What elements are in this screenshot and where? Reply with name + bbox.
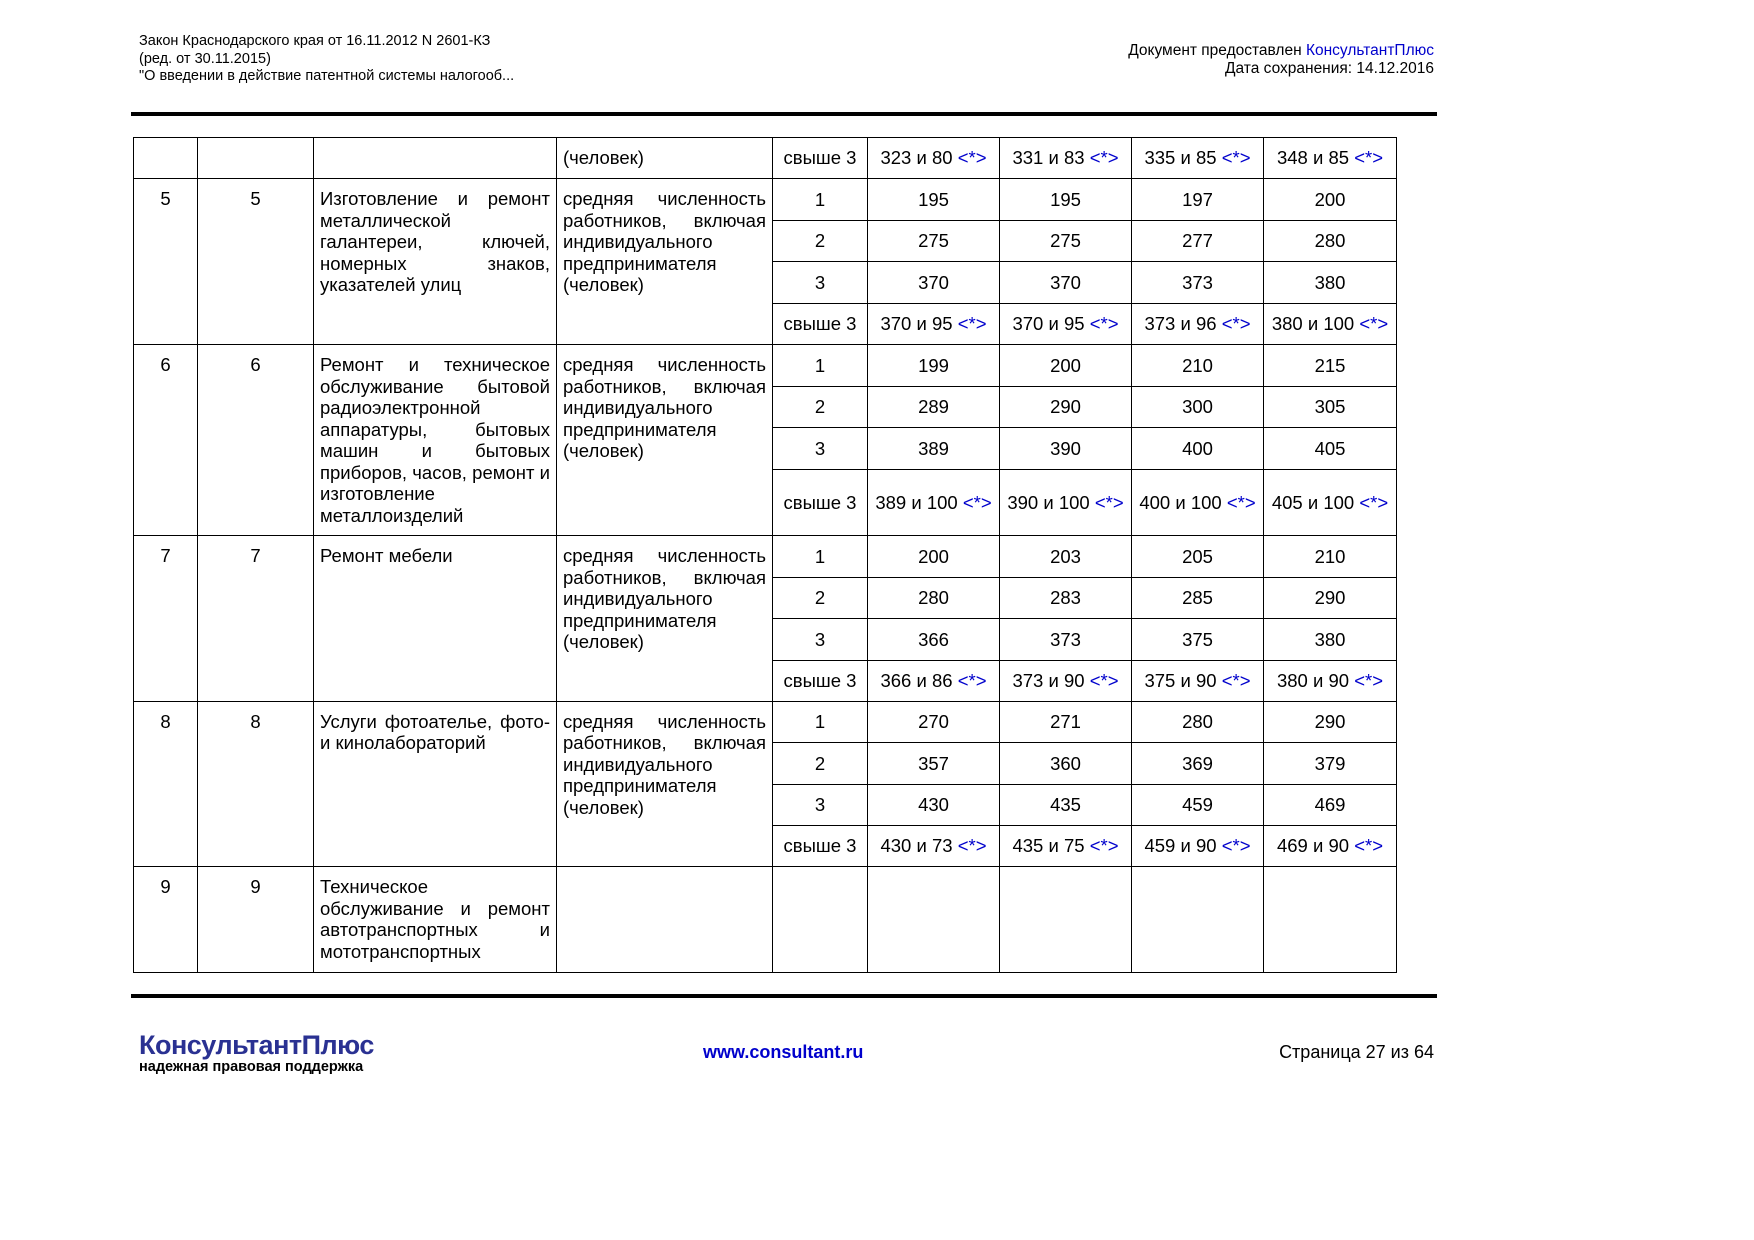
value-cell [868,345,1000,387]
value-cell [1264,386,1397,428]
value-cell [1132,345,1264,387]
value-cell [1000,701,1132,743]
value-cell [1264,469,1397,536]
value-text: 389 и 100 [875,491,958,513]
value-cell [1132,577,1264,619]
header-divider [131,112,1437,116]
value-cell [1264,660,1397,701]
value-text: 290 [1314,711,1346,732]
value-cell [1132,428,1264,470]
value-cell [1132,701,1264,743]
row-number: 9 [134,867,198,973]
value-cell [1000,867,1132,973]
value-text: 195 [918,188,949,210]
value-text: 305 [1314,396,1346,417]
activity-name: Техническое обслуживание и ремонт автотранспортных и мототранспортных [314,867,557,973]
table-row [134,701,1397,743]
value-cell [868,784,1000,826]
provider-link[interactable]: КонсультантПлюс [1305,42,1434,59]
row-number: 9 [198,867,314,973]
activity-name: Изготовление и ремонт металлической галантереи, ключей, номерных знаков, указателей улиц [314,179,557,345]
edition: (ред. от 30.11.2015) [139,50,271,67]
value-text: 290 [1314,587,1346,608]
value-text: 390 [1050,437,1081,459]
value-text: 435 и 75 [1012,835,1085,857]
count-cell: свыше 3 [773,469,868,536]
value-text: 375 и 90 [1144,669,1217,691]
count-cell: 3 [773,428,868,470]
value-text: 369 [1182,752,1213,774]
unit-cell [557,867,773,973]
value-cell [868,386,1000,428]
value-cell [1132,743,1264,785]
value-cell [868,743,1000,785]
value-cell [1000,262,1132,304]
consultant-logo [139,1030,374,1075]
value-cell [1000,619,1132,661]
value-text: 373 и 96 [1144,313,1217,334]
value-text: 405 [1314,437,1346,459]
value-cell [1264,743,1397,785]
count-cell: 2 [773,386,868,428]
value-cell [868,220,1000,262]
footnote-link[interactable]: <*> [1221,669,1251,691]
value-text: 400 и 100 [1139,491,1222,513]
value-text: 289 [918,396,949,417]
value-text: 360 [1050,752,1081,774]
value-text: 195 [1050,188,1081,210]
footnote-link[interactable]: <*> [1089,669,1119,691]
value-cell [1000,303,1132,345]
value-cell [1264,577,1397,619]
value-text: 430 [918,794,949,815]
value-text: 430 и 73 [880,835,953,857]
value-text: 380 [1314,628,1346,650]
num-cell [134,138,198,179]
value-cell [868,826,1000,867]
value-cell [868,619,1000,661]
value-cell [1264,867,1397,973]
value-cell [1264,345,1397,387]
count-cell: свыше 3 [773,303,868,345]
value-cell [1132,303,1264,345]
value-cell [1132,179,1264,221]
value-text: 380 и 90 [1276,669,1350,691]
value-cell [868,303,1000,345]
count-cell: 3 [773,262,868,304]
value-text: 375 [1182,628,1213,650]
value-text: 390 и 100 [1007,491,1090,513]
unit-cell: средняя численность работников, включая индивидуального предпринимателя (человек) [557,701,773,867]
footnote-link[interactable]: <*> [1354,835,1383,857]
value-cell [1132,138,1264,179]
footnote-link[interactable]: <*> [1221,313,1251,334]
value-text: 335 и 85 [1144,147,1217,169]
value-cell [1264,138,1397,179]
value-cell [1000,345,1132,387]
count-cell: 1 [773,179,868,221]
unit-cell: (человек) [557,138,773,179]
value-text: 275 [918,230,949,251]
footnote-link[interactable]: <*> [1226,491,1256,513]
value-cell [1000,577,1132,619]
table-row [134,536,1397,578]
value-text: 275 [1050,230,1081,251]
activity-name: Ремонт мебели [314,536,557,702]
value-text: 400 [1182,437,1213,459]
value-cell [1264,536,1397,578]
value-cell [868,867,1000,973]
unit-cell: средняя численность работников, включая индивидуального предпринимателя (человек) [557,345,773,536]
value-cell [1000,386,1132,428]
provided-by: Документ предоставлен [1128,42,1302,59]
count-cell: свыше 3 [773,660,868,701]
value-cell [773,867,868,973]
table-row [134,138,1397,179]
value-text: 215 [1314,354,1346,376]
count-cell: 3 [773,784,868,826]
value-text: 283 [1050,587,1081,608]
value-cell [1132,619,1264,661]
value-cell [1264,619,1397,661]
value-text: 210 [1182,354,1213,376]
value-cell [868,469,1000,536]
value-cell [1132,826,1264,867]
count-cell: 1 [773,345,868,387]
value-text: 435 [1050,794,1081,815]
value-text: 280 [1314,230,1346,251]
value-cell [868,660,1000,701]
count-cell: 2 [773,577,868,619]
value-cell [1000,138,1132,179]
value-cell [1000,743,1132,785]
value-cell [868,179,1000,221]
value-text: 469 [1314,794,1346,815]
value-text: 200 [1314,188,1346,210]
value-text: 203 [1050,545,1081,567]
count-cell: 2 [773,743,868,785]
value-text: 357 [918,752,949,774]
value-cell [1132,784,1264,826]
logo-tagline: надежная правовая поддержка [139,1059,364,1075]
unit-cell: средняя численность работников, включая индивидуального предпринимателя (человек) [557,179,773,345]
row-number: 6 [134,345,198,536]
value-cell [1000,179,1132,221]
value-text: 285 [1182,587,1213,608]
value-text: 323 и 80 [880,147,953,169]
row-number: 8 [134,701,198,867]
value-cell [1000,826,1132,867]
activity-name: Услуги фотоателье, фото- и кинолабораторий [314,701,557,867]
value-cell [1132,469,1264,536]
footnote-link[interactable]: <*> [957,669,987,691]
count-cell: свыше 3 [773,826,868,867]
value-text: 459 и 90 [1144,835,1217,857]
value-text: 205 [1182,545,1213,567]
document-header-right [1128,42,1434,77]
value-cell [868,536,1000,578]
unit-cell: средняя численность работников, включая индивидуального предпринимателя (человек) [557,536,773,702]
value-cell [1264,262,1397,304]
value-cell [1264,784,1397,826]
table-row [134,867,1397,973]
value-text: 331 и 83 [1012,147,1085,169]
value-text: 199 [918,354,949,376]
footnote-link[interactable]: <*> [957,835,987,857]
footnote-link[interactable]: <*> [1089,835,1119,857]
value-cell [1264,179,1397,221]
website-link[interactable]: www.consultant.ru [703,1042,864,1062]
count-cell: 1 [773,701,868,743]
value-cell [1264,428,1397,470]
value-cell [1000,784,1132,826]
value-text: 210 [1314,545,1346,567]
value-text: 373 и 90 [1012,669,1085,691]
count-cell: 1 [773,536,868,578]
table-row [134,345,1397,387]
count-cell: 3 [773,619,868,661]
value-text: 270 [918,711,949,732]
value-cell [1000,220,1132,262]
footnote-link[interactable]: <*> [1089,147,1119,169]
footnote-link[interactable]: <*> [1359,491,1389,513]
value-cell [868,428,1000,470]
value-text: 469 и 90 [1276,835,1350,857]
value-cell [1132,386,1264,428]
value-text: 373 [1050,628,1081,650]
document-header-left [139,33,514,86]
value-text: 366 и 86 [880,669,953,691]
count-cell: 2 [773,220,868,262]
footnote-link[interactable]: <*> [1089,313,1119,334]
value-text: 370 [918,271,949,293]
logo-name: КонсультантПлюс [139,1030,374,1060]
value-text: 379 [1314,752,1346,774]
saved-date: Дата сохранения: 14.12.2016 [1225,59,1434,77]
value-text: 380 и 100 [1271,313,1355,334]
value-cell [1264,701,1397,743]
row-number: 7 [198,536,314,702]
value-cell [868,138,1000,179]
row-number: 5 [198,179,314,345]
subject: "О введении в действие патентной системы налогооб... [139,68,515,84]
value-cell [868,262,1000,304]
page-number: Страница 27 из 64 [1279,1042,1434,1062]
value-cell [1264,303,1397,345]
value-text: 197 [1182,188,1213,210]
value-text: 300 [1182,396,1213,417]
value-cell [868,701,1000,743]
value-cell [1132,660,1264,701]
value-text: 280 [1182,711,1213,732]
footer-divider [131,994,1437,998]
value-cell [868,577,1000,619]
value-text: 200 [1050,354,1081,376]
value-text: 373 [1182,271,1213,293]
value-cell [1264,220,1397,262]
value-text: 370 [1050,271,1081,293]
value-cell [1132,536,1264,578]
value-text: 271 [1050,711,1081,732]
table-row [134,179,1397,221]
footnote-link[interactable]: <*> [1094,491,1124,513]
law-title: Закон Краснодарского края от 16.11.2012 N 2601-КЗ [139,33,491,49]
value-cell [1000,536,1132,578]
row-number: 6 [198,345,314,536]
value-text: 348 и 85 [1276,147,1350,169]
value-text: 405 и 100 [1271,491,1355,513]
footnote-link[interactable]: <*> [1354,669,1383,691]
footnote-link[interactable]: <*> [957,313,987,334]
num-cell [198,138,314,179]
footnote-link[interactable]: <*> [1359,313,1389,334]
count-cell: свыше 3 [773,138,868,179]
value-text: 370 и 95 [1012,313,1085,334]
value-text: 389 [918,437,949,459]
value-text: 290 [1050,396,1081,417]
footnote-link[interactable]: <*> [1354,147,1383,169]
value-cell [1132,867,1264,973]
value-text: 200 [918,545,949,567]
value-text: 380 [1314,271,1346,293]
row-number: 7 [134,536,198,702]
row-number: 8 [198,701,314,867]
footnote-link[interactable]: <*> [957,147,987,169]
value-cell [1132,262,1264,304]
value-cell [1132,220,1264,262]
value-cell [1264,826,1397,867]
activity-name: Ремонт и техническое обслуживание бытовой радиоэлектронной аппаратуры, бытовых машин и бытовых приборов, часов, ремонт и изготовление металлоизделий [314,345,557,536]
value-cell [1000,428,1132,470]
footnote-link[interactable]: <*> [1221,835,1251,857]
value-cell [1000,660,1132,701]
value-text: 366 [918,628,949,650]
value-text: 459 [1182,794,1213,815]
name-cell [314,138,557,179]
value-text: 280 [918,587,949,608]
value-cell [1000,469,1132,536]
footnote-link[interactable]: <*> [962,491,992,513]
value-text: 370 и 95 [880,313,953,334]
value-text: 277 [1182,230,1213,251]
footnote-link[interactable]: <*> [1221,147,1251,169]
row-number: 5 [134,179,198,345]
tax-table [133,137,1397,973]
